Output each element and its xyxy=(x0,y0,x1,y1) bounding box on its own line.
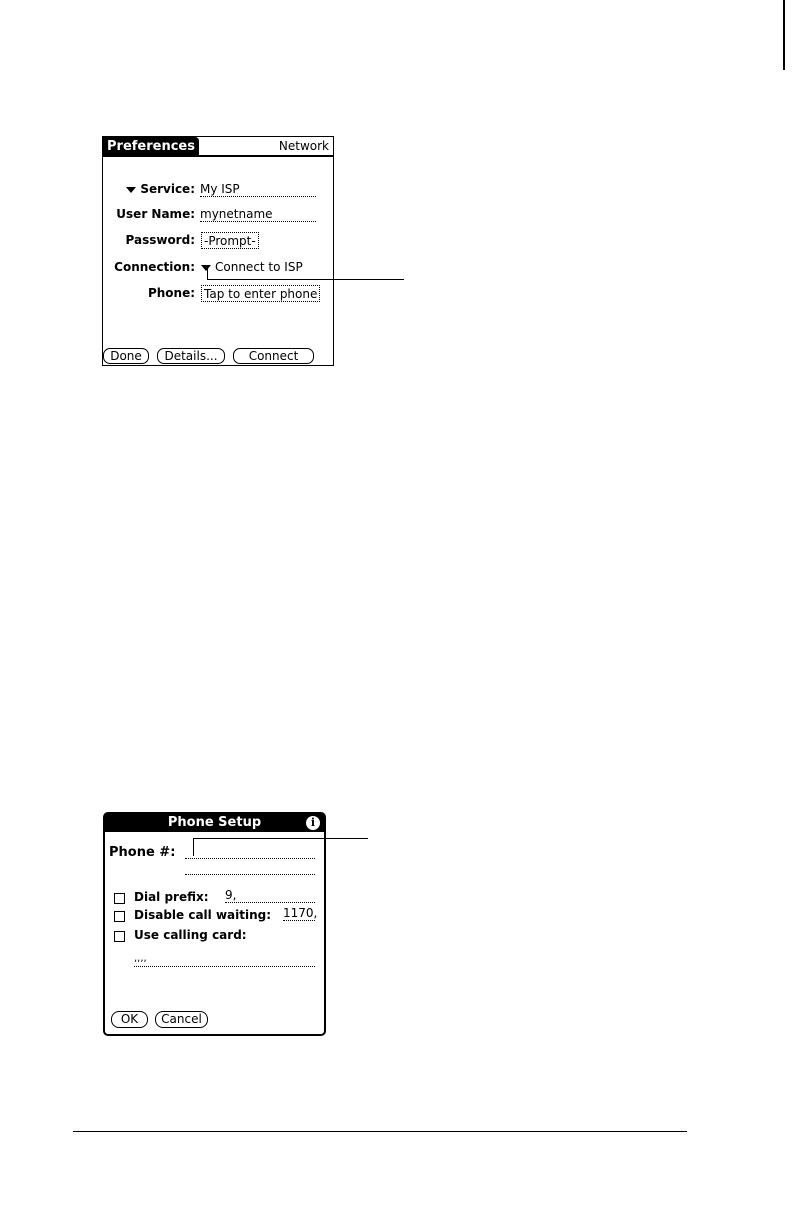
dial-prefix-checkbox[interactable] xyxy=(114,893,125,904)
dropdown-triangle-icon xyxy=(201,265,211,271)
callout-line-phone-horizontal xyxy=(193,838,368,839)
phone-number-label: Phone #: xyxy=(109,845,176,860)
call-waiting-field[interactable]: 1170, xyxy=(283,906,318,920)
title-bar xyxy=(103,137,333,157)
callout-line-phone xyxy=(193,838,194,856)
info-icon[interactable]: i xyxy=(306,816,320,830)
phone-number-field-line-2[interactable] xyxy=(185,874,315,875)
service-field[interactable]: My ISP xyxy=(200,180,316,197)
ok-button[interactable]: OK xyxy=(111,1011,148,1028)
connect-button[interactable]: Connect xyxy=(233,348,314,364)
dial-prefix-label: Dial prefix: xyxy=(134,890,209,904)
panel-picker[interactable]: Network xyxy=(278,139,329,153)
connection-label: Connection: xyxy=(114,260,195,274)
calling-card-label: Use calling card: xyxy=(134,928,247,942)
username-field[interactable]: mynetname xyxy=(200,205,316,222)
page-edge-rule xyxy=(783,0,785,70)
service-label: Service: xyxy=(140,182,195,196)
password-row xyxy=(103,231,335,249)
call-waiting-checkbox[interactable] xyxy=(114,911,125,922)
phone-label: Phone: xyxy=(147,286,195,300)
dialog-title-bar xyxy=(105,814,324,832)
password-field[interactable]: -Prompt- xyxy=(201,232,259,249)
calling-card-checkbox[interactable] xyxy=(114,931,125,942)
connection-row xyxy=(103,258,335,276)
phone-setup-dialog xyxy=(103,812,326,1036)
dial-prefix-field[interactable]: 9, xyxy=(225,886,315,903)
done-button[interactable]: Done xyxy=(103,348,149,364)
call-waiting-label: Disable call waiting: xyxy=(134,908,272,922)
details-button[interactable]: Details... xyxy=(157,348,225,364)
password-label: Password: xyxy=(125,233,195,247)
connection-picker[interactable] xyxy=(201,258,303,276)
service-picker[interactable] xyxy=(103,180,195,198)
network-preferences-screen xyxy=(102,136,334,366)
connection-value: Connect to ISP xyxy=(215,260,303,274)
service-row xyxy=(103,180,335,198)
dialog-title: Phone Setup xyxy=(167,815,262,830)
callout-line-connection-horizontal xyxy=(207,279,404,280)
app-title: Preferences xyxy=(103,137,199,156)
phone-field[interactable]: Tap to enter phone xyxy=(201,285,320,302)
phone-number-field[interactable] xyxy=(185,858,315,859)
dropdown-triangle-icon xyxy=(126,187,136,193)
phone-row xyxy=(103,284,335,302)
cancel-button[interactable]: Cancel xyxy=(155,1011,208,1028)
calling-card-field[interactable]: ,,,, xyxy=(134,950,315,967)
username-label: User Name: xyxy=(116,207,195,221)
username-row xyxy=(103,205,335,223)
footer-rule xyxy=(73,1131,687,1132)
